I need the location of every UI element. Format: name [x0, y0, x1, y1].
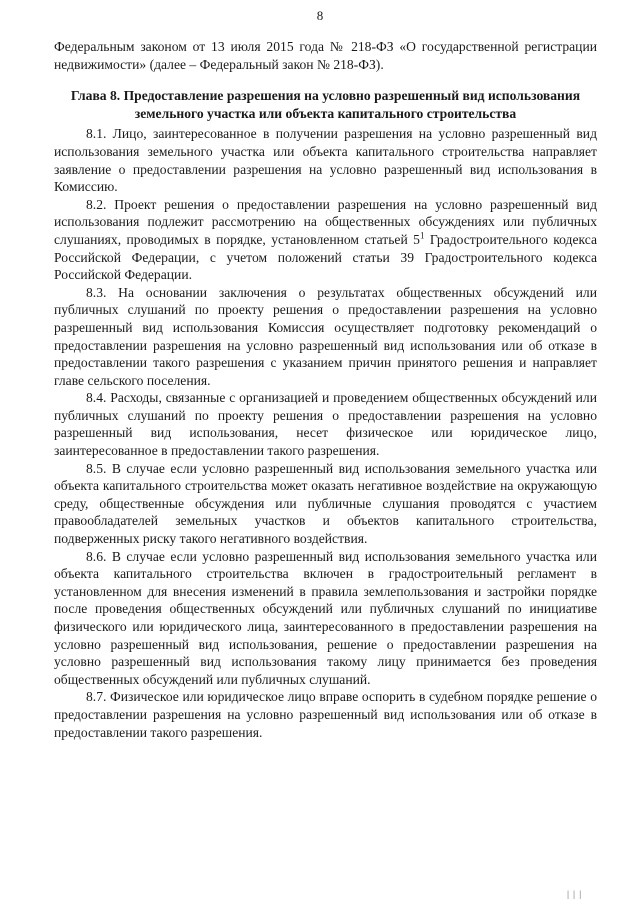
paragraph-8-5: 8.5. В случае если условно разрешенный вид использования земельного участка или объекта капитального строительства может оказать негативное воздействие на окружающую среду, общественные обсуждения или публичные слушания проводятся с участием правообладателей земельных участков и объектов капитального строительства, подверженных риску такого негативного воздействия.: [54, 460, 597, 547]
corner-scan-mark: | | |: [567, 889, 582, 899]
paragraph-8-1: 8.1. Лицо, заинтересованное в получении разрешения на условно разрешенный вид использования земельного участка или объекта капитального строительства направляет заявление о предоставлении разрешения на условно разрешенный вид использования в Комиссию.: [54, 126, 597, 195]
paragraph-8-3: 8.3. На основании заключения о результатах общественных обсуждений или публичных слушаний по проекту решения о предоставлении разрешения на условно разрешенный вид использования Комиссия осуществляет подготовку рекомендаций о предоставлении разрешения на условно разрешенный вид использования или об отказе в предоставлении такого разрешения с указанием причин принятого решения и направляет главе сельского поселения.: [54, 284, 597, 388]
intro-paragraph: Федеральным законом от 13 июля 2015 года № 218-ФЗ «О государственной регистрации недвижимости» (далее – Федеральный закон № 218-ФЗ).: [54, 39, 597, 72]
paragraph-8-7: 8.7. Физическое или юридическое лицо вправе оспорить в судебном порядке решение о предоставлении разрешения на условно разрешенный вид использования или об отказе в предоставлении такого разрешения.: [54, 689, 597, 740]
paragraph-8-2-text-end: Градостроительного кодекса Российской Федерации, с учетом положений статьи 39 Градостроительного кодекса Российской Федерации.: [54, 231, 597, 283]
paragraph-8-2: [54, 196, 597, 284]
paragraph-8-4: 8.4. Расходы, связанные с организацией и проведением общественных обсуждений или публичных слушаний по проекту решения о предоставлении разрешения на условно разрешенный вид использования, несет физическое или юридическое лицо, заинтересованное в предоставлении такого разрешения.: [54, 390, 597, 459]
page-number: 8: [316, 8, 324, 23]
paragraph-8-2-text: 8.2. Проект решения о предоставлении разрешения на условно разрешенный вид использования подлежит рассмотрению на общественных обсуждениях или публичных слушаниях, проводимых в порядке, установленном статьей 5: [54, 196, 597, 247]
article-superscript: 1: [419, 230, 425, 241]
page-content: [54, 38, 597, 741]
chapter-title: Глава 8. Предоставление разрешения на условно разрешенный вид использования земельного участка или объекта капитального строительства: [70, 88, 581, 121]
paragraph-8-6: 8.6. В случае если условно разрешенный вид использования земельного участка или объекта капитального строительства включен в градостроительный регламент в установленном для внесения изменений в правила землепользования и застройки порядке после проведения общественных обсуждений или публичных слушаний по инициативе физического или юридического лица, заинтересованного в предоставлении разрешения на условно разрешенный вид использования, решение о предоставлении разрешения на условно разрешенный вид использования такому лицу принимается без проведения общественных обсуждений или публичных слушаний.: [54, 548, 597, 687]
